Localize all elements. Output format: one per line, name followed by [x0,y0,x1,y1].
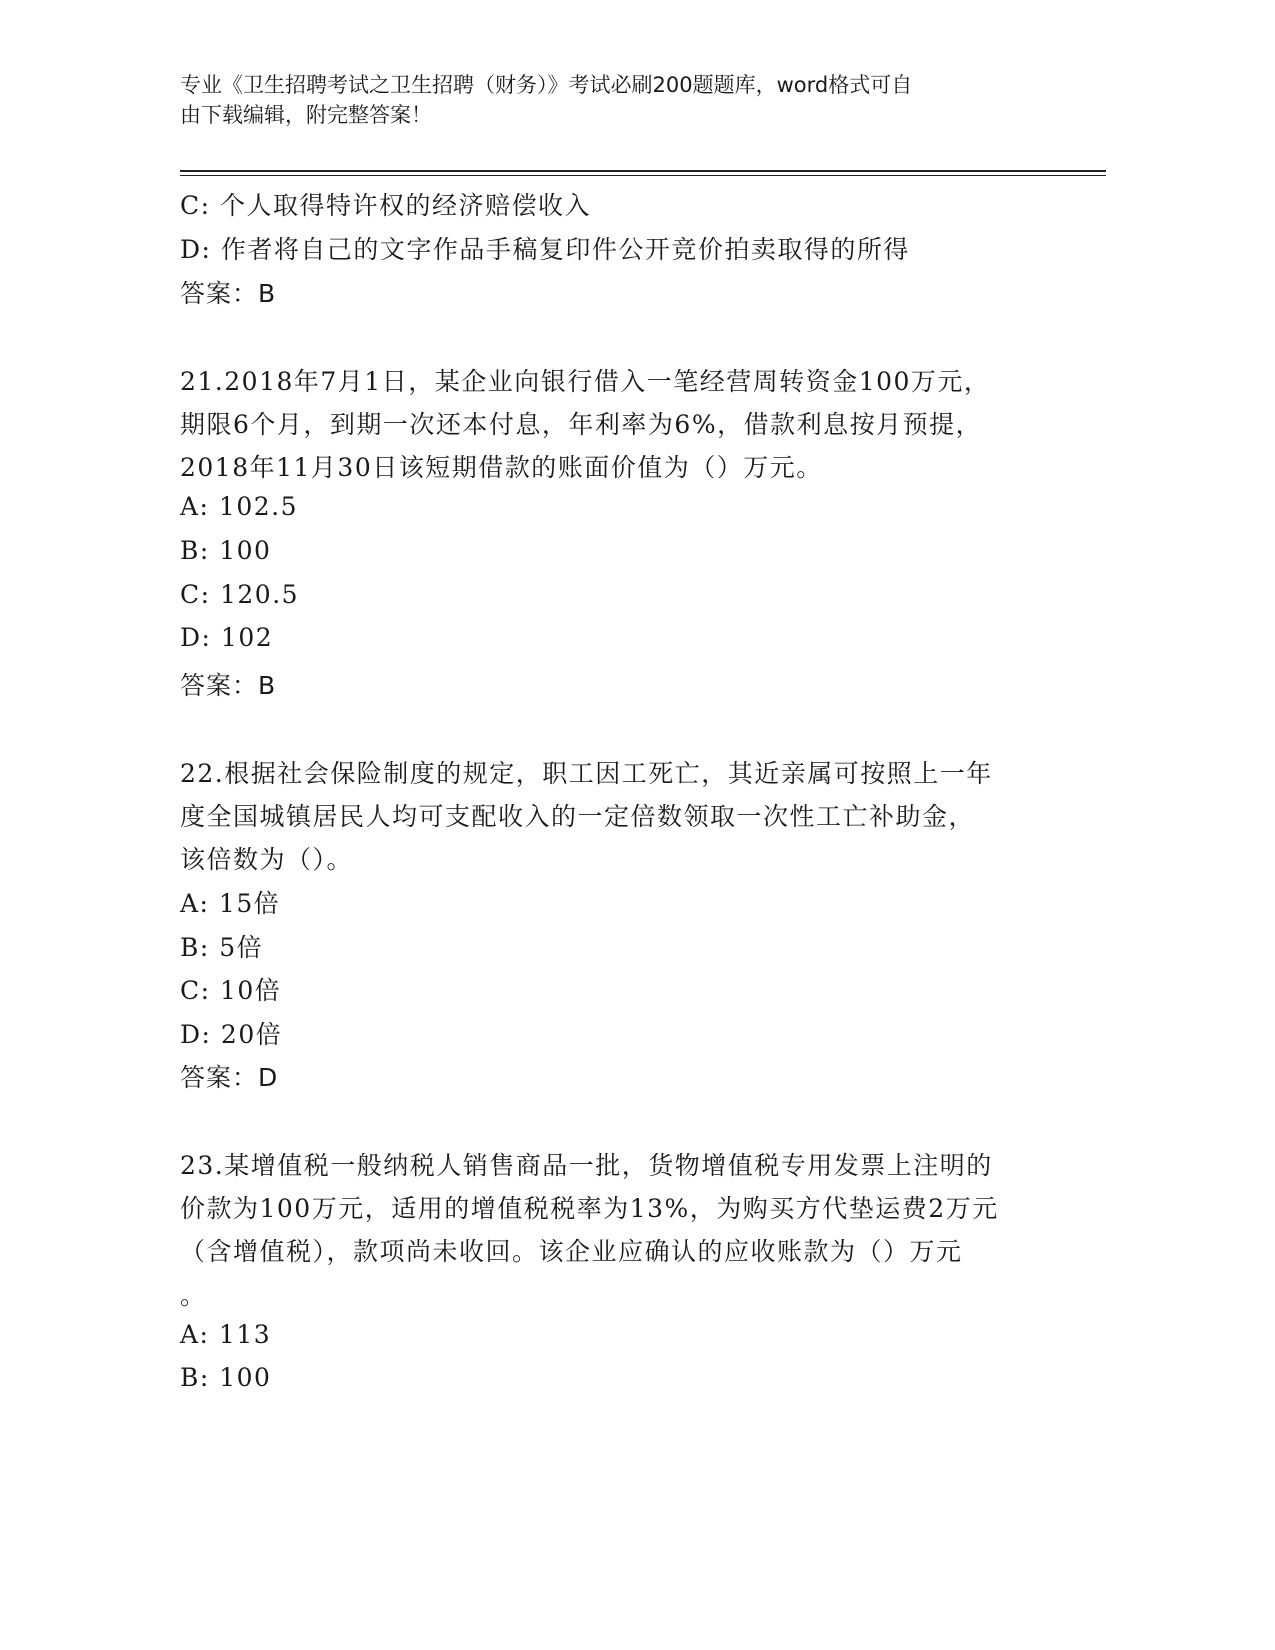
q22-stem-line-2: 度全国城镇居民人均可支配收入的一定倍数领取一次性工亡补助金， [180,802,976,831]
header-line-2: 由下载编辑，附完整答案！ [180,103,432,127]
q21-answer: 答案：B [180,671,277,700]
q21-option-a: A: 102.5 [180,492,298,521]
header-divider-thin [180,175,1106,176]
document-header [180,70,1080,130]
q23-stem-line-4: 。 [180,1281,207,1310]
q23-stem-line-3: （含增值税），款项尚未收回。该企业应确认的应收账款为（）万元 [180,1237,963,1266]
q22-option-a: A: 15倍 [180,889,281,918]
header-divider [180,170,1106,172]
q21-option-d: D: 102 [180,623,274,652]
q20-option-c: C: 个人取得特许权的经济赔偿收入 [180,191,591,220]
q22-stem-line-1: 22.根据社会保险制度的规定，职工因工死亡，其近亲属可按照上一年 [180,759,993,788]
q23-stem-line-2: 价款为100万元，适用的增值税税率为13%，为购买方代垫运费2万元 [180,1194,999,1223]
q22-option-c: C: 10倍 [180,976,282,1005]
q23-stem-line-1: 23.某增值税一般纳税人销售商品一批，货物增值税专用发票上注明的 [180,1151,993,1180]
q21-option-c: C: 120.5 [180,580,300,609]
q21-option-b: B: 100 [180,536,272,565]
header-line-1: 专业《卫生招聘考试之卫生招聘（财务）》考试必刷200题题库，word格式可自 [180,73,913,97]
q22-answer: 答案：D [180,1063,279,1092]
q22-stem-line-3: 该倍数为（）。 [180,845,354,874]
q21-stem-line-1: 21.2018年7月1日，某企业向银行借入一笔经营周转资金100万元， [180,367,991,396]
q22-option-d: D: 20倍 [180,1020,283,1049]
q22-option-b: B: 5倍 [180,933,264,962]
q21-stem-line-3: 2018年11月30日该短期借款的账面价值为（）万元。 [180,453,823,482]
q20-answer: 答案：B [180,279,277,308]
q20-option-d: D: 作者将自己的文字作品手稿复印件公开竞价拍卖取得的所得 [180,235,910,264]
q23-option-b: B: 100 [180,1363,272,1392]
q23-option-a: A: 113 [180,1320,272,1349]
q21-stem-line-2: 期限6个月，到期一次还本付息，年利率为6%，借款利息按月预提， [180,410,983,439]
